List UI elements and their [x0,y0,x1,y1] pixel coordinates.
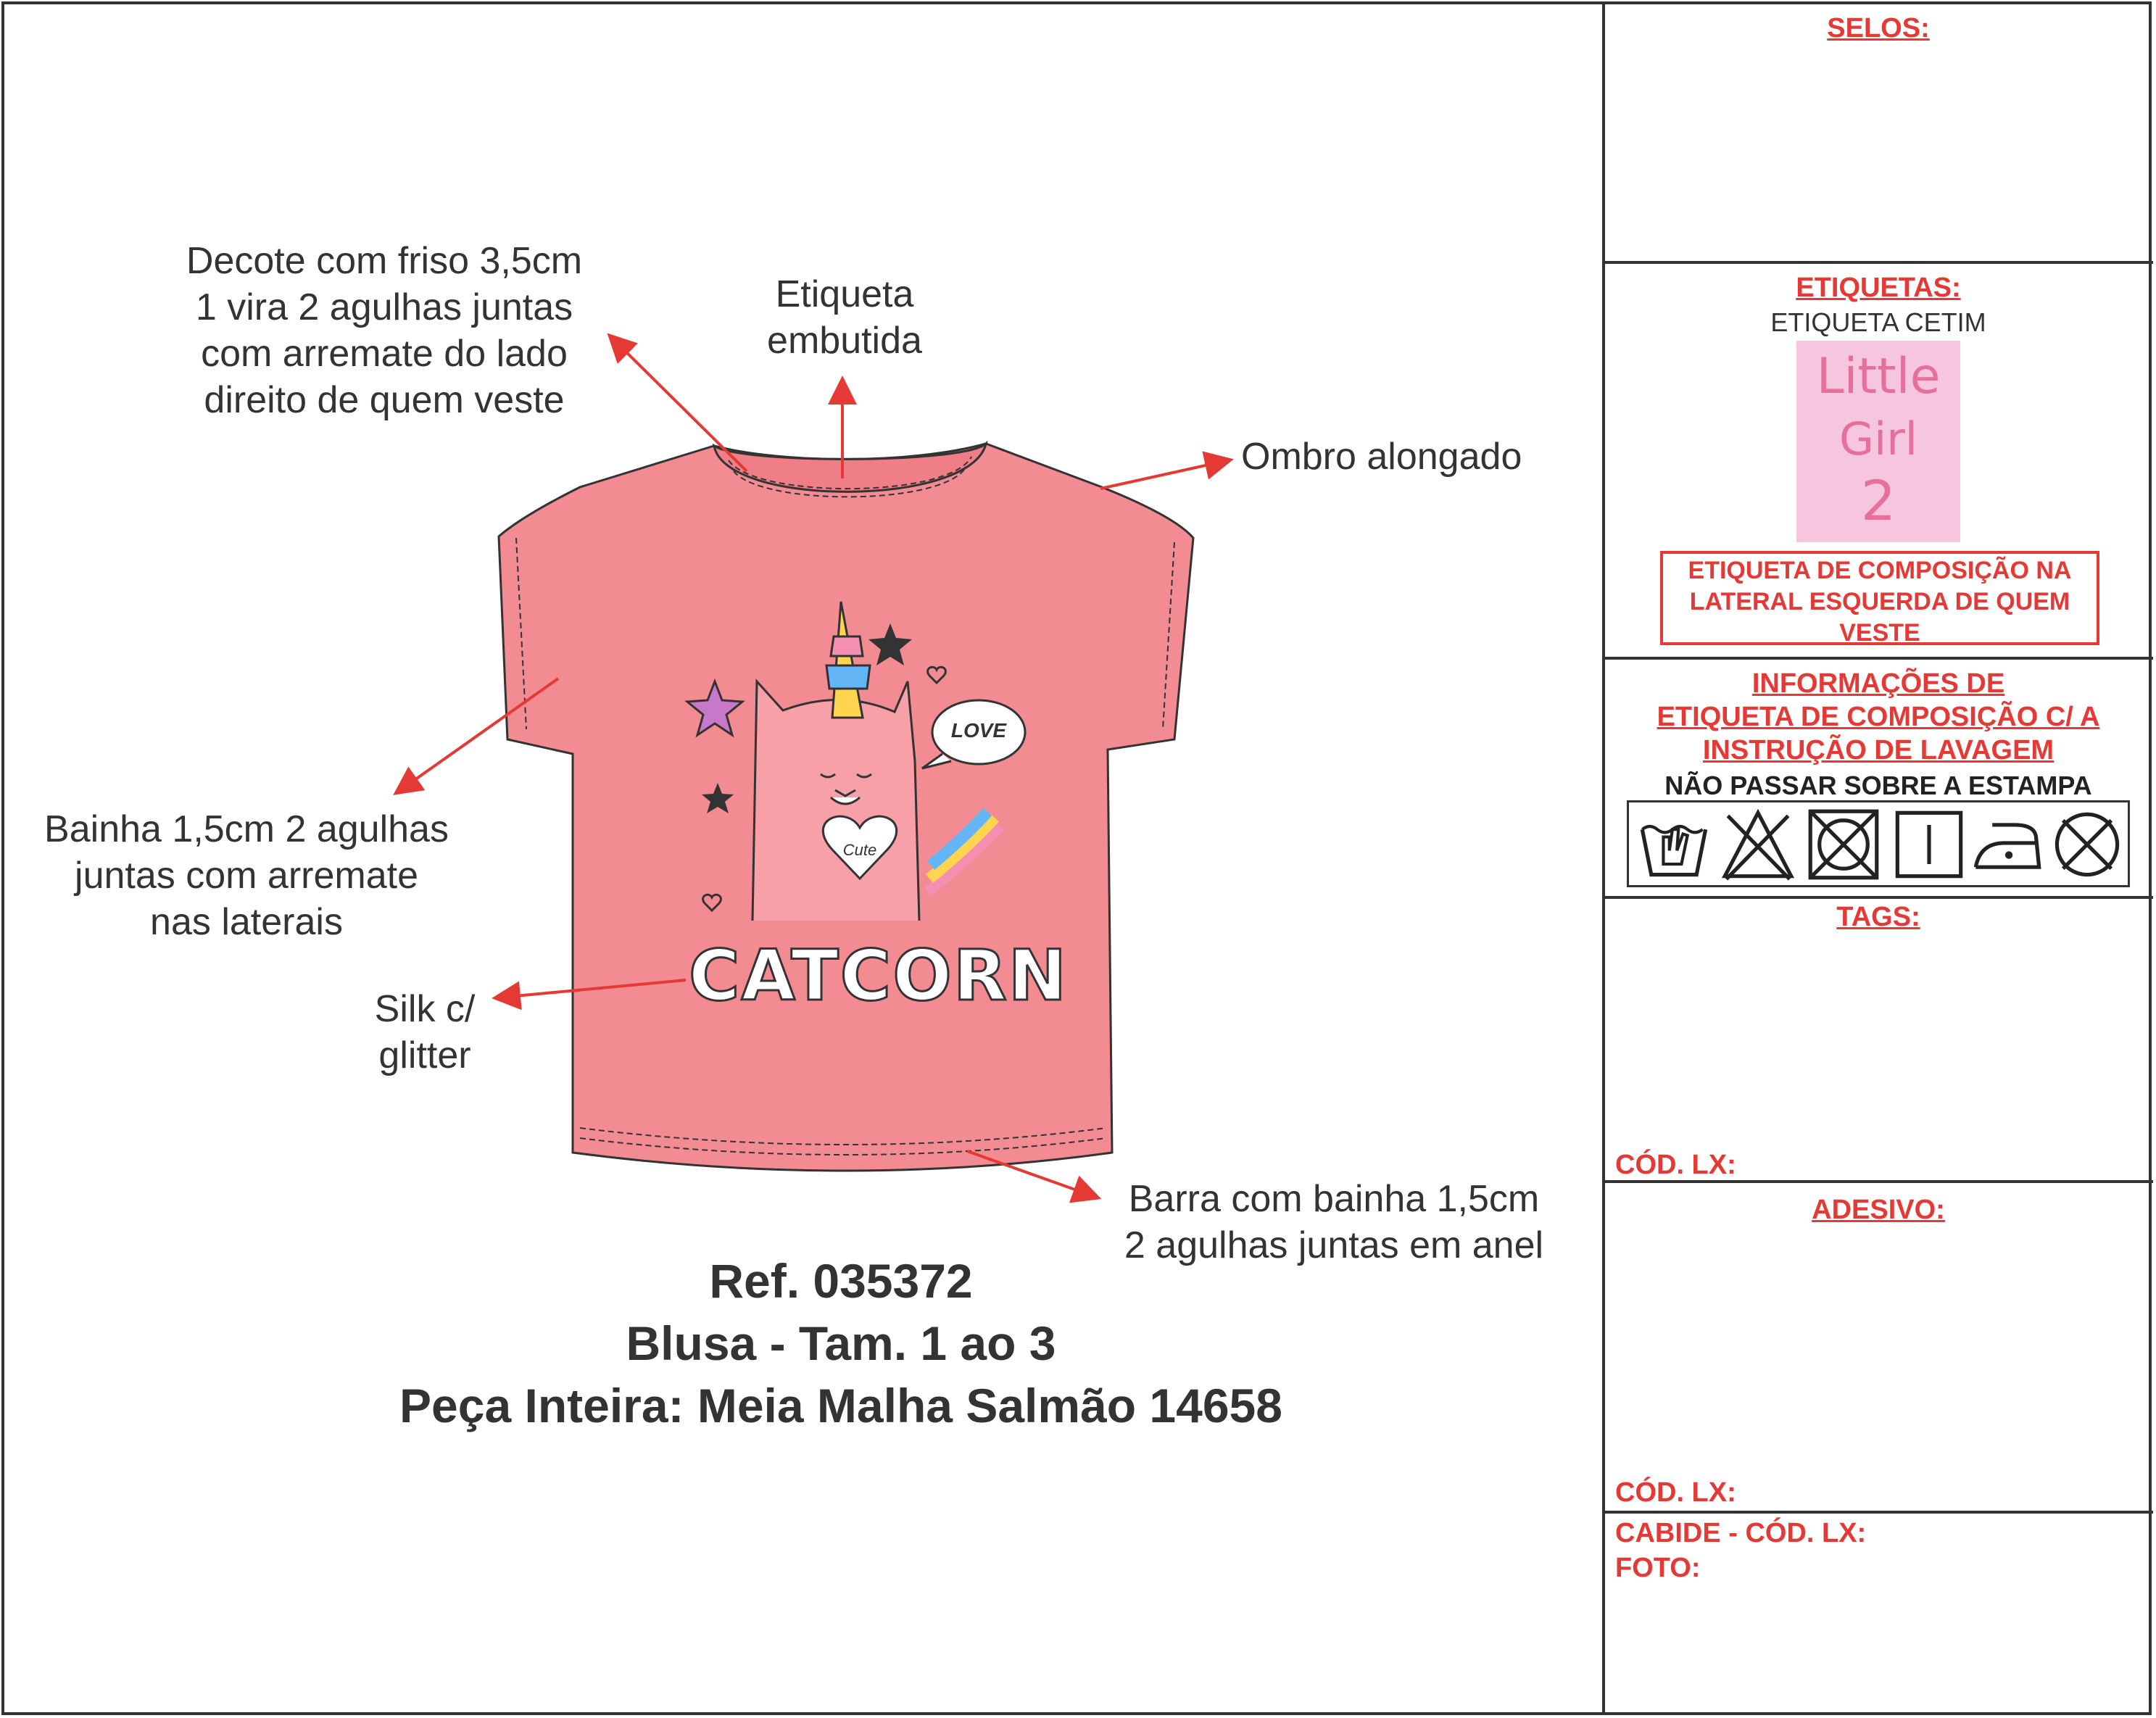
line-dry-icon [1891,807,1967,882]
sticker-title: ADESIVO: [1812,1195,1945,1225]
info-title-line1: INFORMAÇÕES DE [1751,668,2005,699]
hanger-code: CABIDE - CÓD. LX: [1615,1518,1867,1548]
care-symbols-row [1627,800,2130,887]
cute-text: Cute [842,841,877,859]
note-silk: Silk c/ glitter [374,988,476,1076]
labels-subtitle: ETIQUETA CETIM [1770,307,1986,337]
composition-box: ETIQUETA DE COMPOSIÇÃO NA LATERAL ESQUERDA DE QUEM VESTE [1660,551,2099,645]
arrow-neckline [613,339,747,471]
note-bottom-hem: Barra com bainha 1,5cm 2 agulhas juntas em anel [1124,1178,1544,1266]
arrow-shoulder [1100,461,1225,489]
photo-label: FOTO: [1615,1553,1701,1583]
note-neckline: Decote com friso 3,5cm 1 vira 2 agulhas juntas com arremate do lado direito de quem veste [186,240,583,421]
love-text: LOVE [950,719,1007,742]
info-title-line3: INSTRUÇÃO DE LAVAGEM [1702,735,2055,765]
note-shoulder: Ombro alongado [1241,436,1522,478]
note-label: Etiqueta embutida [767,273,922,362]
info-title-line2: ETIQUETA DE COMPOSIÇÃO C/ A [1657,702,2100,732]
sticker-code: CÓD. LX: [1615,1477,1736,1508]
product-title: Blusa - Tam. 1 ao 3 [626,1316,1056,1370]
care-note: NÃO PASSAR SOBRE A ESTAMPA [1664,771,2092,800]
do-not-bleach-icon [1720,807,1796,882]
tags-code: CÓD. LX: [1615,1150,1736,1180]
satin-label-image: Little Girl 2 [1796,341,1960,542]
do-not-tumble-dry-icon [1806,807,1881,882]
do-not-dry-clean-icon [2049,807,2125,882]
reference-title: Ref. 035372 [709,1254,973,1308]
note-sleeve-hem: Bainha 1,5cm 2 agulhas juntas com arremate nas laterais [44,808,449,943]
catcorn-text: CATCORN [689,935,1069,1016]
fabric-title: Peça Inteira: Meia Malha Salmão 14658 [399,1379,1282,1432]
labels-title: ETIQUETAS: [1796,273,1961,303]
seals-title: SELOS: [1827,13,1930,43]
tags-title: TAGS: [1836,902,1920,932]
iron-low-icon [1970,807,2045,882]
hand-wash-icon [1636,807,1712,882]
